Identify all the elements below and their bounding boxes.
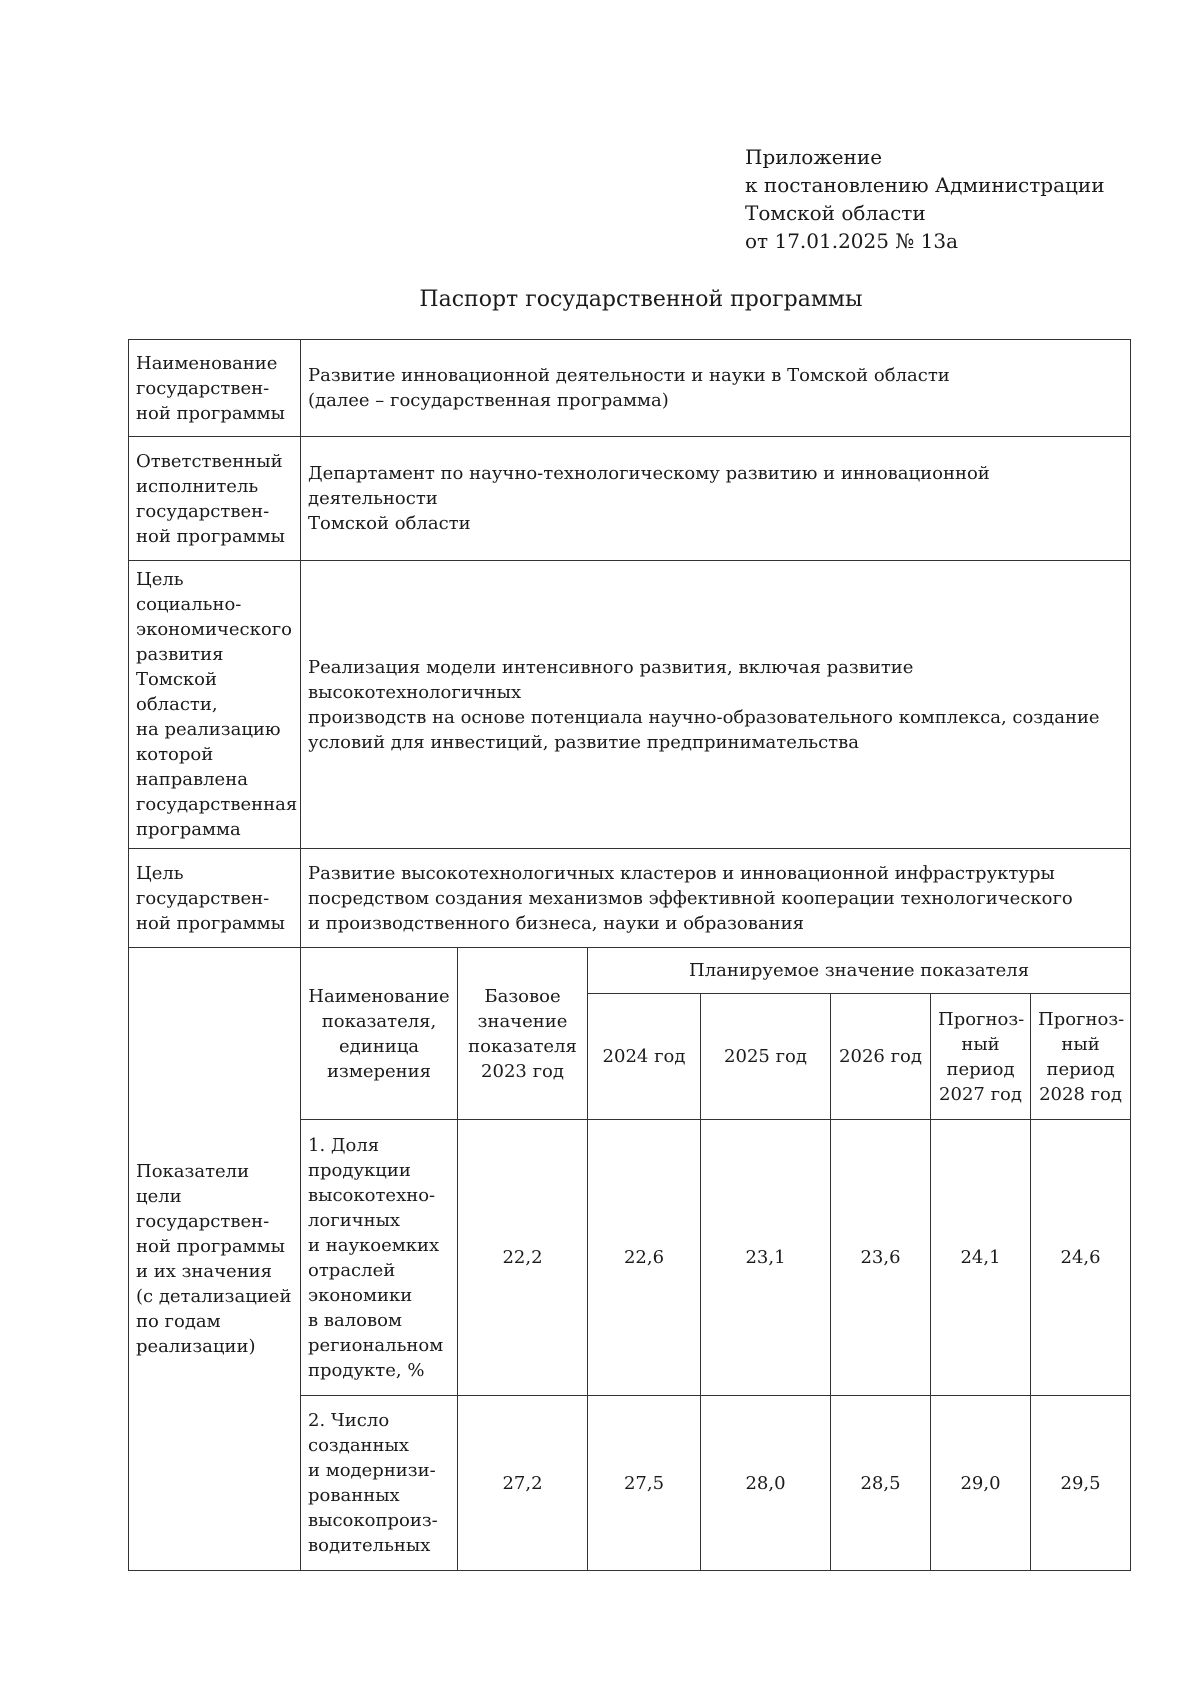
header-2024: 2024 год [588,994,701,1120]
value-socio-goal: Реализация модели интенсивного развития, включая развитие высокотехнологичных производств на основе потенциала научно-образовательного комплекса, создание условий для инвестиций, развитие предпринимательства [301,561,1131,849]
label-socio-goal: Цель социально- экономического развития Томской области, на реализацию которой направлена государственная программа [129,561,301,849]
appendix-line: от 17.01.2025 № 13а [745,229,958,253]
indicator-name: 1. Доля продукции высокотехно- логичных и наукоемких отраслей экономики в валовом региональном продукте, % [301,1120,458,1396]
value-2028: 29,5 [1031,1396,1131,1571]
header-2026: 2026 год [831,994,931,1120]
value-executor: Департамент по научно-технологическому развитию и инновационной деятельности Томской области [301,437,1131,561]
passport-table [128,339,1131,1571]
value-2026: 28,5 [831,1396,931,1571]
value-2025: 23,1 [701,1120,831,1396]
appendix-line: Приложение [745,145,883,169]
value-2024: 27,5 [588,1396,701,1571]
value-base: 27,2 [458,1396,588,1571]
value-2024: 22,6 [588,1120,701,1396]
label-program-goal: Цель государствен- ной программы [129,849,301,948]
value-2027: 24,1 [931,1120,1031,1396]
value-2027: 29,0 [931,1396,1031,1571]
row-executor [129,437,1131,561]
header-base-value: Базовое значение показателя 2023 год [458,948,588,1120]
value-2028: 24,6 [1031,1120,1131,1396]
value-2026: 23,6 [831,1120,931,1396]
value-2025: 28,0 [701,1396,831,1571]
appendix-line: к постановлению Администрации [745,173,1105,197]
appendix-block [745,143,1105,255]
label-executor: Ответственный исполнитель государствен- ной программы [129,437,301,561]
indicator-name: 2. Число созданных и модернизи- рованных высокопроиз- водительных [301,1396,458,1571]
row-socio-goal [129,561,1131,849]
value-program-name: Развитие инновационной деятельности и науки в Томской области (далее – государственная программа) [301,340,1131,437]
header-2025: 2025 год [701,994,831,1120]
page-title: Паспорт государственной программы [419,287,863,312]
header-2028: Прогноз- ный период 2028 год [1031,994,1131,1120]
header-planned: Планируемое значение показателя [588,948,1131,994]
row-program-name [129,340,1131,437]
indicators-header-row [129,948,1131,994]
appendix-line: Томской области [745,201,926,225]
label-indicators: Показатели цели государствен- ной программы и их значения (с детализацией по годам реализации) [129,948,301,1571]
header-2027: Прогноз- ный период 2027 год [931,994,1031,1120]
value-program-goal: Развитие высокотехнологичных кластеров и инновационной инфраструктуры посредством создания механизмов эффективной кооперации технологического и производственного бизнеса, науки и образования [301,849,1131,948]
header-indicator-name: Наименование показателя, единица измерения [301,948,458,1120]
row-program-goal [129,849,1131,948]
value-base: 22,2 [458,1120,588,1396]
label-program-name: Наименование государствен- ной программы [129,340,301,437]
